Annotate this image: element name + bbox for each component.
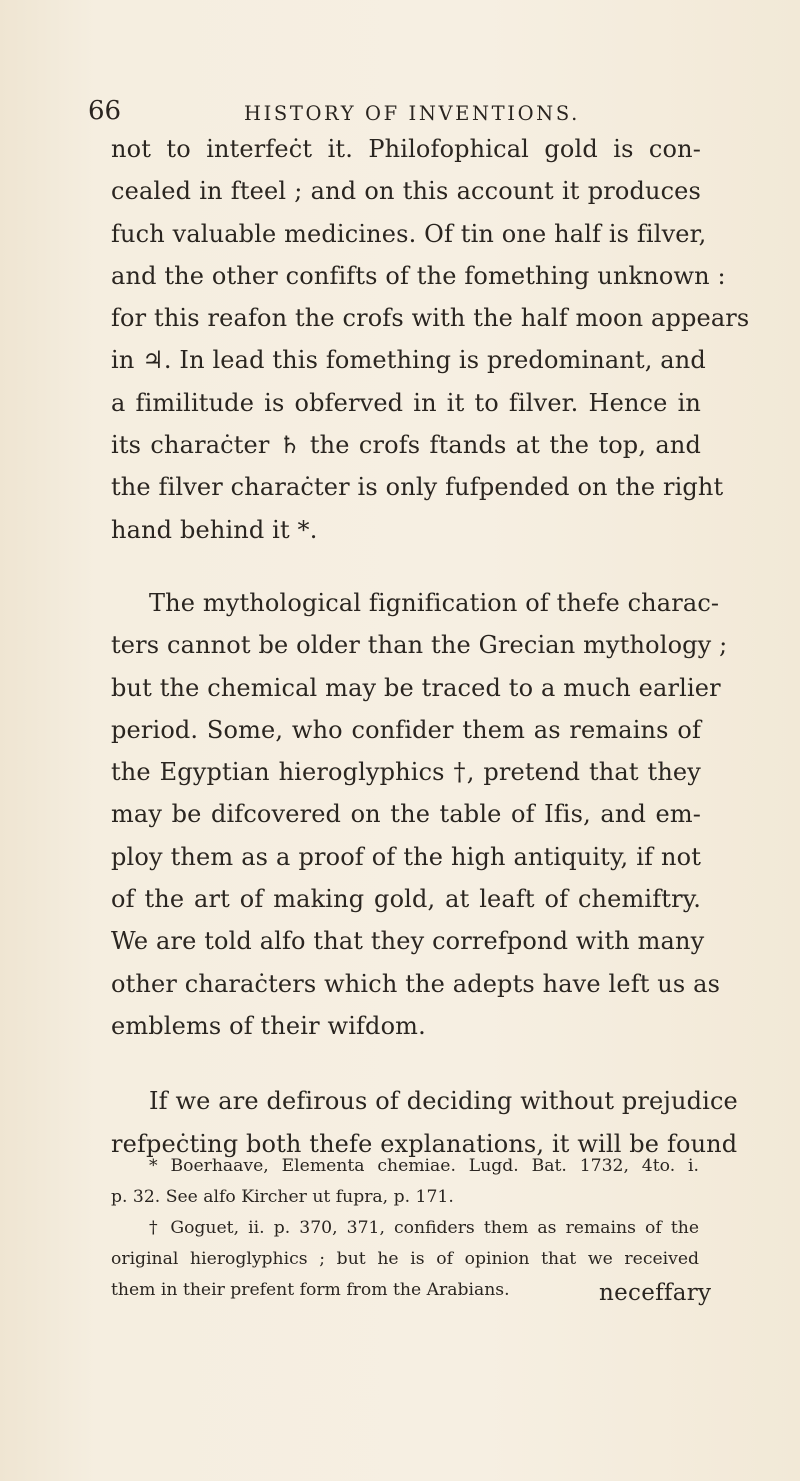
text-line: refpeċting both thefe explanations, it will be found — [111, 1129, 738, 1158]
text-line: We are told alfo that they correfpond with many — [111, 927, 705, 956]
text-line: the filver charaċter is only fufpended on the right — [111, 473, 724, 502]
text-line: for this reafon the crofs with the half moon appears — [111, 304, 750, 333]
text-line: of the art of making gold, at leaft of chemiftry. — [111, 885, 701, 914]
text-line: other charaċters which the adepts have left us as — [111, 969, 721, 998]
text-line: in ♃. In lead this fomething is predominant, and — [111, 346, 706, 375]
text-line: the Egyptian hieroglyphics †, pretend that they — [111, 758, 701, 787]
page-number: 66 — [88, 96, 122, 126]
footnote-line: † Goguet, ii. p. 370, 371, confiders them as remains of the — [149, 1218, 699, 1238]
text-line: its charaċter ♄ the crofs ftands at the top, and — [111, 431, 701, 460]
text-line: may be difcovered on the table of Ifis, and em- — [111, 800, 701, 829]
text-line: a fimilitude is obferved in it to filver. Hence in — [111, 388, 701, 417]
body-text — [111, 128, 750, 1165]
footnote-line: * Boerhaave, Elementa chemiae. Lugd. Bat. 1732, 4to. i. — [149, 1156, 699, 1176]
page-header — [88, 96, 688, 126]
paragraph-gap — [111, 551, 701, 582]
text-line: and the other confifts of the fomething unknown : — [111, 261, 726, 290]
text-line: but the chemical may be traced to a much earlier — [111, 673, 721, 702]
footnote-line: p. 32. See alfo Kircher ut fupra, p. 171. — [111, 1187, 454, 1207]
footnote-line: original hieroglyphics ; but he is of opinion that we received — [111, 1249, 699, 1269]
text-line: fuch valuable medicines. Of tin one half is filver, — [111, 219, 707, 248]
text-line: ploy them as a proof of the high antiquity, if not — [111, 842, 701, 871]
text-line: cealed in fteel ; and on this account it produces — [111, 177, 701, 206]
text-line: ters cannot be older than the Grecian mythology ; — [111, 631, 728, 660]
text-line: not to interfeċt it. Philofophical gold is con- — [111, 135, 701, 163]
catchword: neceffary — [599, 1280, 712, 1306]
text-line: If we are defirous of deciding without prejudice — [149, 1087, 738, 1116]
text-line: period. Some, who confider them as remains of — [111, 715, 701, 744]
running-head: HISTORY OF INVENTIONS. — [244, 102, 580, 125]
footnote-line: them in their prefent form from the Arabians. — [111, 1280, 510, 1300]
text-line: hand behind it *. — [111, 515, 318, 544]
paragraph-gap — [111, 1047, 701, 1080]
text-line: The mythological fignification of thefe charac- — [149, 588, 720, 617]
text-line: emblems of their wifdom. — [111, 1011, 426, 1040]
